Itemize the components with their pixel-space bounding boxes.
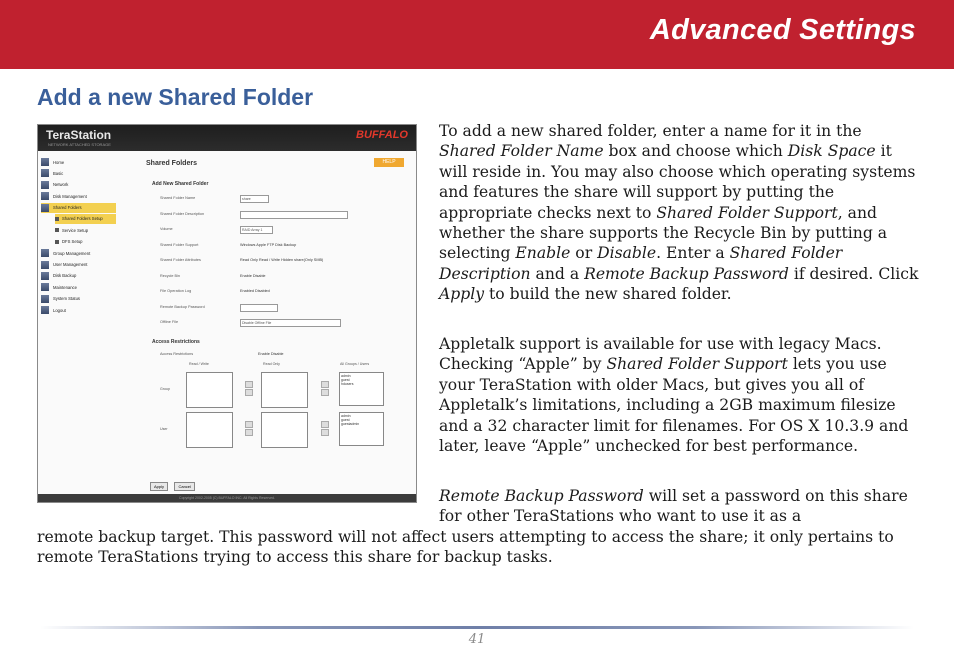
nav-icon xyxy=(41,169,49,177)
form-label: Recycle Bin xyxy=(160,273,181,278)
text-run: and a xyxy=(530,264,585,283)
text-run: Shared Folder Support xyxy=(606,355,788,374)
form-row xyxy=(160,319,405,328)
form-row xyxy=(160,226,405,235)
list-item[interactable]: guest xyxy=(341,418,350,422)
nav-icon xyxy=(55,228,59,232)
cancel-button[interactable]: Cancel xyxy=(174,482,194,491)
user-read-write-list[interactable] xyxy=(186,412,233,448)
access-restrictions-heading: Access Restrictions xyxy=(152,339,200,345)
form-label: Volume xyxy=(160,227,173,231)
text-run: Shared Folder Description xyxy=(439,244,843,283)
shared-folders-heading: Shared Folders xyxy=(146,160,197,167)
group-label: Group xyxy=(160,387,170,391)
user-read-only-list[interactable] xyxy=(261,412,308,448)
add-folder-heading: Add New Shared Folder xyxy=(152,181,209,187)
buffalo-logo: BUFFALO xyxy=(356,129,408,141)
form-input[interactable]: share xyxy=(240,195,269,203)
sidebar-item-label: Shared Folders xyxy=(53,205,82,211)
column-all-groups-users: All Groups / Users xyxy=(340,362,370,366)
list-item[interactable]: guest xyxy=(341,378,350,382)
nav-icon xyxy=(41,192,49,200)
screenshot-sidebar xyxy=(41,157,116,316)
text-run: , and whether the share supports the Recycle Bin by putting a selecting xyxy=(439,203,888,263)
group-read-write-list[interactable] xyxy=(186,372,233,408)
sidebar-item[interactable] xyxy=(41,305,116,315)
sidebar-item[interactable] xyxy=(55,214,116,224)
group-ro-arrows[interactable] xyxy=(321,381,329,397)
text-run: lets you use your TeraStation with older Macs, but gives you all of Appletalk’s limitations, including a 2GB maximum filesize and a 32 character limit for filenames. For OS X 10.3.9 and later, leave “Apple” unchecked for best performance. xyxy=(439,355,909,456)
sidebar-item-label: Home xyxy=(53,159,65,165)
text-run: remote backup target. This password will not affect users attempting to access the share; it only pertains to remote TeraStations trying to access this share for backup tasks. xyxy=(37,528,894,567)
paragraph-remote-backup xyxy=(439,486,921,527)
form-label: File Operation Log xyxy=(160,289,192,293)
text-run: if desired. Click xyxy=(788,264,919,283)
sidebar-item[interactable] xyxy=(41,168,116,178)
user-ro-arrows[interactable] xyxy=(321,421,329,437)
header-bar xyxy=(0,0,954,69)
sidebar-item-label: Maintenance xyxy=(53,284,77,290)
text-run: box and choose which xyxy=(603,142,788,161)
text-run: Remote Backup Password xyxy=(439,487,644,505)
sidebar-item-label: Shared Folders Setup xyxy=(62,216,103,222)
sidebar-item[interactable] xyxy=(41,191,116,201)
nav-icon xyxy=(55,217,59,221)
list-item[interactable]: admin xyxy=(341,414,351,418)
sidebar-item[interactable] xyxy=(41,248,116,258)
nav-icon xyxy=(41,306,49,314)
form-input[interactable]: RAID Array 1 xyxy=(240,226,273,234)
text-run: will set a password on this share for other TeraStations who want to use it as a xyxy=(439,487,908,526)
sidebar-item-label: Service Setup xyxy=(62,227,89,233)
column-read-only: Read Only xyxy=(263,362,280,366)
form-row xyxy=(160,211,405,220)
access-restrictions-options[interactable]: Enable Disable xyxy=(258,352,284,356)
form-input[interactable] xyxy=(240,304,278,312)
screenshot-main xyxy=(136,155,407,490)
sidebar-item-label: System Status xyxy=(53,296,80,302)
nav-icon xyxy=(55,240,59,244)
sidebar-item[interactable] xyxy=(41,203,116,213)
access-restrictions-label: Access Restrictions xyxy=(160,352,194,356)
sidebar-item-label: Basic xyxy=(53,170,64,176)
form-options[interactable]: Windows Apple FTP Disk Backup xyxy=(240,242,297,247)
screenshot-copyright: Copyright 2002-2005 (C) BUFFALO INC. All Rights Reserved. xyxy=(38,494,416,502)
sidebar-item-label: Disk Management xyxy=(53,193,87,199)
list-item[interactable]: guestadmin xyxy=(341,422,360,426)
nav-icon xyxy=(41,272,49,280)
all-groups-list[interactable] xyxy=(339,372,384,406)
nav-icon xyxy=(41,295,49,303)
apply-button[interactable]: Apply xyxy=(150,482,168,491)
sidebar-item-label: Network xyxy=(53,182,69,188)
nav-icon xyxy=(41,158,49,166)
paragraph-remote-backup-cont xyxy=(37,527,922,568)
user-label: User xyxy=(160,427,168,431)
terastation-tagline: NETWORK ATTACHED STORAGE xyxy=(48,142,111,147)
text-run: to build the new shared folder. xyxy=(484,285,732,304)
text-run: Shared Folder Name xyxy=(439,142,604,161)
header-title: Advanced Settings xyxy=(649,14,916,46)
nav-icon xyxy=(41,261,49,269)
text-run: . Enter a xyxy=(656,244,730,263)
form-options[interactable]: Enable Disable xyxy=(240,273,266,278)
form-row xyxy=(160,257,405,266)
form-options[interactable]: Read Only Read / Write Hidden share(Only SMB) xyxy=(240,258,324,262)
group-read-only-list[interactable] xyxy=(261,372,308,408)
terastation-logo: TeraStation xyxy=(46,128,112,142)
text-run: Apply xyxy=(439,285,485,304)
form-label: Shared Folder Description xyxy=(160,211,205,216)
sidebar-item-label: User Management xyxy=(53,262,88,268)
footer-divider xyxy=(40,626,914,629)
list-item[interactable]: admin xyxy=(341,374,351,378)
sidebar-item[interactable] xyxy=(41,294,116,304)
nav-icon xyxy=(41,204,49,212)
screenshot-titlebar xyxy=(38,125,416,151)
nav-icon xyxy=(41,283,49,291)
sidebar-item[interactable] xyxy=(55,225,116,235)
screenshot-figure xyxy=(37,124,417,503)
sidebar-item-label: DFS Setup xyxy=(62,239,83,245)
sidebar-item-label: Disk Backup xyxy=(53,273,77,279)
page-number: 41 xyxy=(468,632,486,647)
text-run: Appletalk support is available for use with legacy Macs. Checking “Apple” by xyxy=(439,335,882,374)
section-title: Add a new Shared Folder xyxy=(37,84,314,110)
form-label: Offline File xyxy=(160,320,179,324)
access-restrictions-row xyxy=(160,351,405,360)
sidebar-item[interactable] xyxy=(41,282,116,292)
sidebar-item-label: Logout xyxy=(53,307,66,313)
form-label: Shared Folder Support xyxy=(160,242,199,247)
text-run: Disable xyxy=(597,244,657,263)
text-run: it will reside in. You may also choose which operating systems and features the share will support by putting the appropriate checks next to xyxy=(439,142,916,222)
paragraph-appletalk xyxy=(439,334,921,456)
form-buttons xyxy=(150,475,197,493)
text-run: Shared Folder Support xyxy=(656,203,838,222)
sidebar-item[interactable] xyxy=(41,271,116,281)
text-run: To add a new shared folder, enter a name for it in the xyxy=(439,122,862,140)
all-users-list[interactable] xyxy=(339,412,384,446)
sidebar-item[interactable] xyxy=(41,260,116,270)
form-row xyxy=(160,273,405,282)
text-run: Enable xyxy=(515,244,571,263)
list-item[interactable]: hdusers xyxy=(341,382,354,386)
form-options[interactable]: Enabled Disabled xyxy=(240,289,270,293)
sidebar-item[interactable] xyxy=(41,157,116,167)
text-run: or xyxy=(570,244,598,263)
sidebar-item[interactable] xyxy=(55,237,116,247)
column-read-write: Read / Write xyxy=(189,362,209,366)
text-run: Remote Backup Password xyxy=(584,264,789,283)
form-row xyxy=(160,195,405,204)
form-input[interactable] xyxy=(240,211,348,219)
form-row xyxy=(160,242,405,251)
form-row xyxy=(160,304,405,313)
form-input[interactable]: Disable Offline File xyxy=(240,319,341,327)
sidebar-item[interactable] xyxy=(41,180,116,190)
form-label: Shared Folder Name xyxy=(160,196,196,200)
paragraph-add-folder xyxy=(439,121,921,305)
sidebar-item-label: Group Management xyxy=(53,250,91,256)
form-label: Shared Folder Attributes xyxy=(160,258,201,262)
nav-icon xyxy=(41,249,49,257)
form-label: Remote Backup Password xyxy=(160,304,205,309)
group-rw-arrows[interactable] xyxy=(245,381,253,397)
form-row xyxy=(160,288,405,297)
help-button[interactable]: HELP xyxy=(374,158,404,167)
text-run: Disk Space xyxy=(787,142,876,161)
user-rw-arrows[interactable] xyxy=(245,421,253,437)
nav-icon xyxy=(41,181,49,189)
